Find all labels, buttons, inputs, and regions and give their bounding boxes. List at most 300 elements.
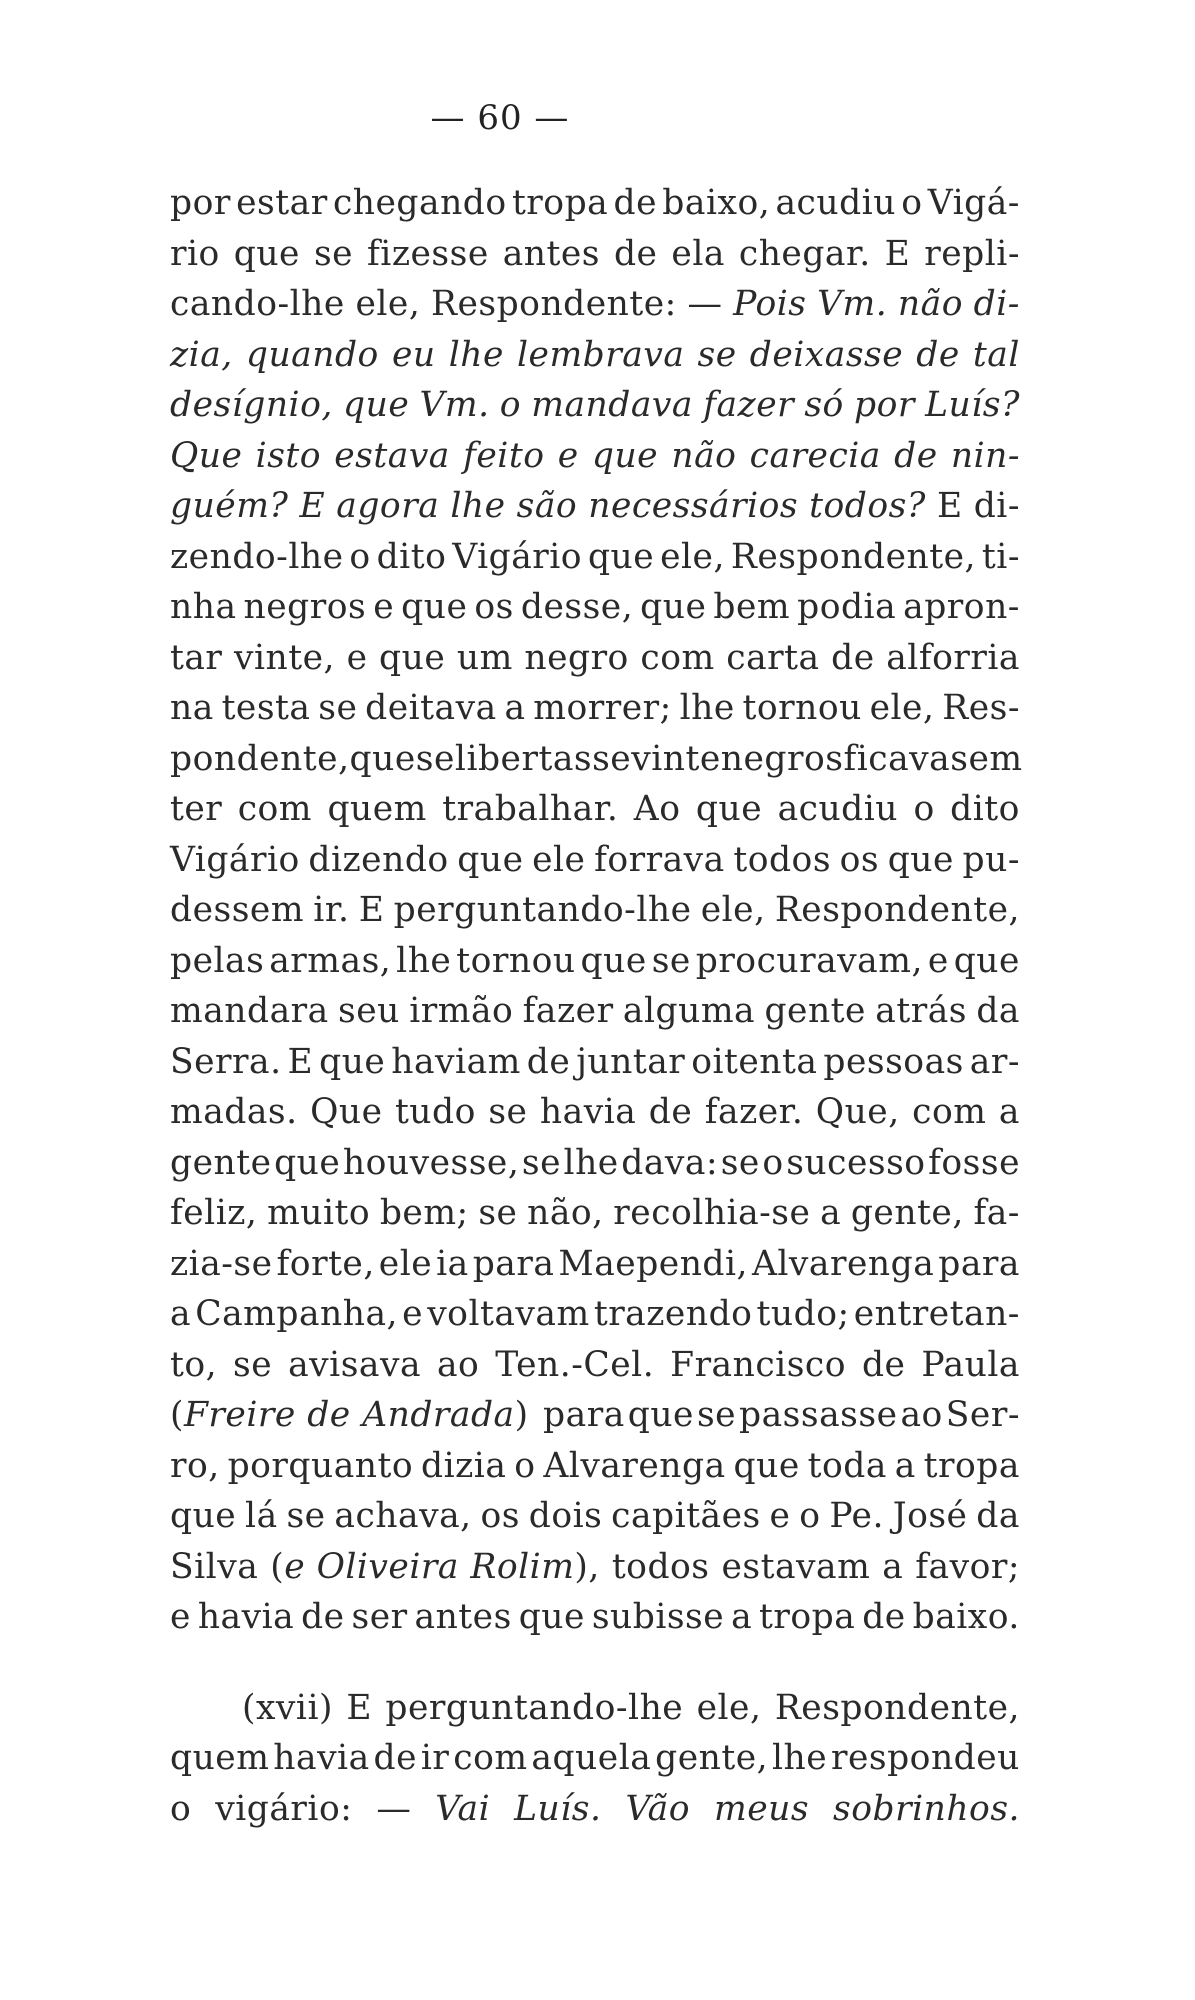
word: rio (170, 233, 220, 274)
word: E (346, 1687, 372, 1728)
word: Vigário (452, 536, 583, 577)
word: pelas (170, 940, 265, 981)
word: lhe (563, 1142, 619, 1183)
word: zia, (170, 334, 233, 375)
word: seu (338, 991, 400, 1031)
word: ele (378, 1243, 433, 1284)
word: lhe (448, 334, 504, 375)
paragraph (170, 178, 1023, 1643)
word: mandara (170, 991, 329, 1031)
word: havia (197, 1597, 295, 1637)
word: que (518, 1597, 585, 1637)
word: toda (807, 1445, 887, 1486)
word: se (313, 233, 354, 274)
word: e (927, 940, 949, 981)
word: sobrinhos. (833, 1788, 1020, 1829)
word: havia (273, 1738, 370, 1778)
word: Silva (170, 1546, 259, 1587)
word: ele, (660, 536, 725, 577)
word: de (862, 1597, 906, 1637)
word: dito (376, 536, 447, 577)
body-text (170, 178, 1023, 1834)
text-line (170, 1087, 1020, 1138)
word: lhe (450, 486, 506, 526)
word: ao (900, 1395, 943, 1435)
text-line (170, 178, 1020, 229)
word: deixasse (749, 334, 904, 375)
word: mandava (531, 385, 693, 425)
page-number: — 60 — (430, 98, 570, 138)
text-line (170, 481, 1020, 532)
word: (xvii) (242, 1687, 333, 1728)
word: fizesse (367, 233, 489, 274)
text-line (170, 936, 1020, 987)
word: alforria (886, 637, 1020, 678)
word: Vm. (419, 385, 490, 425)
text-line (170, 431, 1020, 482)
word: que (627, 1395, 694, 1435)
word: procuravam, (695, 940, 923, 981)
word: Vão (625, 1788, 691, 1829)
word: E (936, 486, 963, 526)
word: carecia (749, 435, 881, 476)
word: o (799, 1496, 821, 1536)
word: Respondente, (774, 890, 1020, 930)
word: dizia (421, 1445, 507, 1486)
word: tudo (394, 1092, 476, 1132)
word: e (170, 1597, 191, 1637)
word: a (820, 1193, 842, 1233)
word: ter (170, 789, 223, 829)
word: que (319, 1041, 386, 1082)
word: dito (950, 789, 1020, 829)
word: Que (170, 435, 243, 476)
word: dizendo (308, 839, 449, 880)
word: tropa (923, 1445, 1020, 1486)
text-line (170, 1683, 1020, 1734)
word: Paula (921, 1344, 1020, 1385)
word: gente (764, 991, 866, 1031)
word: e (557, 435, 579, 476)
word: um (456, 637, 513, 678)
word: di- (973, 284, 1020, 324)
word: bem (713, 587, 791, 627)
word: ), (574, 1546, 600, 1587)
word: eu (391, 334, 436, 375)
word: antes (502, 233, 600, 274)
word: feito (463, 435, 545, 476)
word: cando-lhe (170, 284, 345, 324)
word: ele (532, 839, 586, 880)
word: com (453, 1738, 528, 1778)
word: ar- (969, 1041, 1020, 1082)
word: fosse (928, 1142, 1020, 1183)
word: por (170, 183, 231, 223)
text-line (170, 229, 1020, 280)
text-line (170, 1441, 1020, 1492)
word: Pois (733, 284, 807, 324)
word: forte, (276, 1243, 375, 1284)
word: a (882, 1546, 904, 1587)
word: vinte (631, 738, 721, 779)
word: haviam (391, 1041, 521, 1082)
word: que (640, 587, 707, 627)
word: ( (270, 1546, 285, 1587)
word: respondeu (830, 1738, 1020, 1778)
word: acudiu (775, 183, 896, 223)
word: se (415, 738, 455, 779)
word: Serra. (170, 1041, 282, 1082)
word: favor; (915, 1546, 1020, 1587)
word: tropa (511, 183, 609, 223)
text-line (170, 885, 1020, 936)
word: vigário: (215, 1788, 353, 1829)
word: estavam (721, 1546, 871, 1587)
word: tornou (456, 940, 576, 981)
word: muito (267, 1193, 371, 1233)
word: não, (527, 1193, 604, 1233)
word: se (286, 1496, 326, 1536)
word: todos (611, 1546, 710, 1587)
word: ele, (355, 284, 421, 324)
word: tar (170, 637, 223, 678)
word: passasse (739, 1395, 898, 1435)
word: Luís? (925, 385, 1020, 425)
word: pu- (962, 839, 1020, 880)
word: isto (255, 435, 322, 476)
word: se (696, 1395, 737, 1435)
word: lhe (396, 940, 452, 981)
word: achava, (334, 1496, 472, 1536)
word: com (640, 637, 715, 678)
text-line (170, 1784, 1020, 1835)
word: Que, (815, 1092, 900, 1132)
text-line (170, 1138, 1020, 1189)
text-line (170, 986, 1020, 1037)
word: e (373, 587, 395, 627)
word: o (762, 1142, 784, 1183)
text-line (170, 683, 1020, 734)
text-line (170, 1239, 1020, 1290)
word: libertasse (454, 738, 632, 779)
word: todos (733, 839, 832, 880)
word: Respondente, (730, 536, 977, 577)
word: chegar. (738, 233, 871, 274)
word: que (349, 738, 416, 779)
word: ) (514, 1395, 529, 1435)
word: ele, (869, 688, 935, 728)
word: aquela (531, 1738, 652, 1778)
word: antes (414, 1597, 512, 1637)
word: — (376, 1788, 412, 1829)
word: trabalhar. (442, 789, 619, 829)
word: sem (950, 738, 1023, 779)
word: Luís. (514, 1788, 602, 1829)
word: E (884, 233, 911, 274)
word: que (274, 1142, 341, 1183)
word: para (472, 1243, 555, 1284)
word: não (671, 435, 737, 476)
word: agora (336, 486, 440, 526)
word: Ao (633, 789, 681, 829)
word: lhe (771, 1738, 828, 1778)
word: guém? (170, 486, 289, 526)
word: não (897, 284, 963, 324)
word: fazer. (704, 1092, 804, 1132)
word: o (499, 385, 522, 425)
text-line (170, 330, 1020, 381)
word: Vigário (170, 839, 300, 880)
text-line (170, 835, 1020, 886)
word: para (531, 1395, 625, 1435)
word: que (591, 435, 659, 476)
word: gente (170, 1142, 272, 1183)
word: — (687, 284, 723, 324)
word: estar (236, 183, 328, 223)
word: o (913, 789, 935, 829)
word: de (373, 1738, 418, 1778)
word: a (504, 688, 526, 728)
word: na (170, 688, 214, 728)
word: de (831, 637, 875, 678)
word: necessários (588, 486, 799, 526)
word: o (514, 1445, 536, 1486)
word: voltavam (427, 1294, 590, 1334)
word: pondente, (170, 738, 350, 779)
word: se (720, 1142, 760, 1183)
word: a (170, 1294, 192, 1334)
word: de (613, 183, 658, 223)
word: Respondente: (430, 284, 677, 324)
word: forrava (594, 839, 725, 880)
word: recolhia-se (613, 1193, 811, 1233)
word: morrer; (533, 688, 672, 728)
word: capitães (611, 1496, 761, 1536)
word: José (892, 1496, 968, 1536)
word: lá (245, 1496, 278, 1536)
text-line (170, 1592, 1020, 1643)
word: tropa (759, 1597, 856, 1637)
word: que (233, 233, 300, 274)
word: e (769, 1496, 791, 1536)
word: todos? (809, 486, 926, 526)
word: irmão (409, 991, 514, 1031)
word: se (233, 1344, 273, 1385)
word: se (697, 334, 737, 375)
word: de (861, 1344, 906, 1385)
word: que (733, 1445, 800, 1486)
word: se (521, 1142, 561, 1183)
word: ao (436, 1344, 480, 1385)
word: de (648, 1092, 693, 1132)
word: ela (671, 233, 725, 274)
word: tudo; (756, 1294, 850, 1334)
word: carta (726, 637, 820, 678)
text-line (170, 1542, 1020, 1593)
word: os (839, 839, 880, 880)
text-line (170, 1037, 1020, 1088)
word: dessem (170, 890, 305, 930)
word: de (894, 435, 938, 476)
word: Francisco (670, 1344, 846, 1385)
word: que (580, 940, 647, 981)
word: se (488, 1092, 528, 1132)
word: ti- (981, 536, 1020, 577)
word: ele, (700, 890, 766, 930)
word: ro, (170, 1445, 220, 1486)
word: lembrava (517, 334, 685, 375)
text-line (170, 1733, 1020, 1784)
text-line (170, 1340, 1020, 1391)
word: negros (720, 738, 844, 779)
word: só (804, 385, 844, 425)
word: Vai (435, 1788, 491, 1829)
word: armas, (269, 940, 392, 981)
word: que (401, 587, 468, 627)
word: acudiu (777, 789, 899, 829)
word: e (402, 1294, 424, 1334)
word: perguntando-lhe (385, 1687, 684, 1728)
word: ir. (313, 890, 350, 930)
word: a (894, 1445, 916, 1486)
word: Alvarenga (751, 1243, 935, 1284)
word: chegando (332, 183, 507, 223)
text-line (170, 1491, 1020, 1542)
word: houvesse, (342, 1142, 520, 1183)
word: quando (245, 334, 379, 375)
word: pessoas (823, 1041, 964, 1082)
word: juntar (576, 1041, 686, 1082)
word: avisava (288, 1344, 422, 1385)
word: ( (170, 1395, 184, 1435)
word: os (474, 587, 514, 627)
word: entretan- (853, 1294, 1020, 1334)
word: tornou (742, 688, 862, 728)
word: que (379, 637, 446, 678)
word: feliz, (170, 1193, 258, 1233)
word: nin- (950, 435, 1020, 476)
word: que (457, 839, 524, 880)
word: fazer (522, 991, 614, 1031)
word: Respondente, (774, 1687, 1020, 1728)
word: se (318, 688, 358, 728)
word: quem (327, 789, 427, 829)
word: zendo-lhe (170, 536, 344, 577)
word: que (953, 940, 1020, 981)
word: desígnio, (170, 385, 333, 425)
text-line (170, 380, 1020, 431)
word: testa (221, 688, 311, 728)
word: baixo. (912, 1597, 1020, 1637)
word: se (478, 1193, 518, 1233)
word: E (299, 486, 326, 526)
word: ele, (696, 1687, 762, 1728)
word: de (526, 1041, 571, 1082)
text-line (170, 1289, 1020, 1340)
word: subisse (591, 1597, 725, 1637)
word: havia (539, 1092, 637, 1132)
word: que (887, 839, 954, 880)
word: ficava (843, 738, 951, 779)
word: negro (524, 637, 629, 678)
word: bem; (379, 1193, 469, 1233)
text-line (170, 532, 1020, 583)
word: gente, (850, 1193, 964, 1233)
word: Vigá- (927, 183, 1020, 223)
word: Maependi, (558, 1243, 749, 1284)
word: zia-se (170, 1243, 273, 1284)
text-line (170, 633, 1020, 684)
word: quem (170, 1738, 270, 1778)
word: a (998, 1092, 1020, 1132)
word: de (301, 1597, 345, 1637)
word: di- (973, 486, 1020, 526)
word: Pe. (829, 1496, 884, 1536)
text-line (170, 1188, 1020, 1239)
word: da (976, 991, 1020, 1031)
word: apron- (903, 587, 1020, 627)
word: meus (714, 1788, 810, 1829)
word: com (237, 789, 313, 829)
word: desse, (520, 587, 634, 627)
word: E (287, 1041, 314, 1082)
word: Campanha, (195, 1294, 399, 1334)
word: trazendo (593, 1294, 753, 1334)
word: deitava (365, 688, 497, 728)
word: o (170, 1788, 192, 1829)
text-line (170, 582, 1020, 633)
word: oitenta (691, 1041, 818, 1082)
word: porquanto (227, 1445, 414, 1486)
word: dois (528, 1496, 603, 1536)
word: o (349, 536, 371, 577)
word: Res- (942, 688, 1020, 728)
word: que (695, 789, 763, 829)
word: negros (243, 587, 367, 627)
text-line (170, 279, 1020, 330)
word: de (613, 233, 658, 274)
word: que (343, 385, 410, 425)
word: baixo, (662, 183, 771, 223)
word: de (916, 334, 960, 375)
word: madas. (170, 1092, 298, 1132)
word: da (976, 1496, 1020, 1536)
word: vinte, (234, 637, 335, 678)
word: Vm. (817, 284, 888, 324)
word: Que (310, 1092, 383, 1132)
word: o (901, 183, 923, 223)
word: para (938, 1243, 1020, 1284)
text-line (170, 734, 1023, 785)
word: por (854, 385, 915, 425)
word: gente, (655, 1738, 769, 1778)
word: E (358, 890, 385, 930)
word: nha (170, 587, 237, 627)
word: Alvarenga (543, 1445, 726, 1486)
word: são (516, 486, 578, 526)
word: os (480, 1496, 520, 1536)
word: se (651, 940, 691, 981)
word: perguntando-lhe (393, 890, 692, 930)
word: e Oliveira Rolim (284, 1546, 575, 1587)
word: ser (351, 1597, 408, 1637)
word: to, (170, 1344, 218, 1385)
word: ia (436, 1243, 469, 1284)
word: dava: (621, 1142, 719, 1183)
word: repli- (924, 233, 1020, 274)
word: ir (420, 1738, 450, 1778)
word: Ten.-Cel. (495, 1344, 655, 1385)
